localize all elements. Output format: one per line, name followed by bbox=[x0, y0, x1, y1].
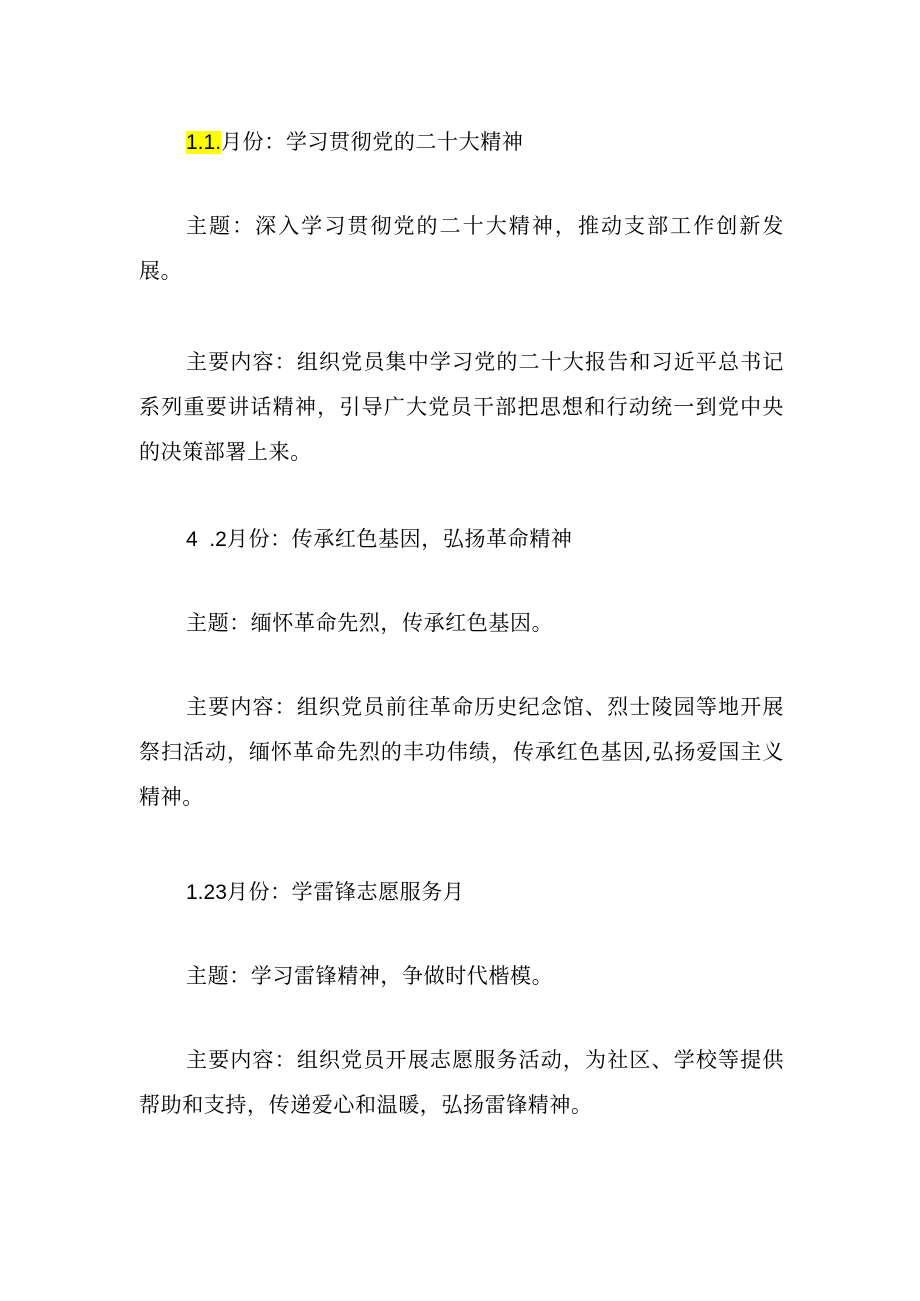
section-2-heading bbox=[186, 517, 786, 562]
section-1-heading bbox=[186, 120, 786, 165]
section-2-theme: 主题：缅怀革命先烈，传承红色基因。 bbox=[186, 611, 554, 635]
section-3-number: 1.23 bbox=[186, 881, 227, 904]
section-2-number: 4 .2 bbox=[186, 528, 227, 551]
section-3-title: 月份：学雷锋志愿服务月 bbox=[226, 880, 465, 904]
section-1-title: 月份：学习贯彻党的二十大精神 bbox=[221, 130, 524, 154]
section-3-content: 主要内容：组织党员开展志愿服务活动，为社区、学校等提供帮助和支持，传递爱心和温暖，弘扬雷锋精神。 bbox=[139, 1048, 784, 1117]
section-3-heading bbox=[186, 870, 786, 915]
section-1-theme: 主题：深入学习贯彻党的二十大精神，推动支部工作创新发展。 bbox=[139, 214, 784, 283]
section-3-theme: 主题：学习雷锋精神，争做时代楷模。 bbox=[186, 964, 554, 988]
section-2-title: 月份：传承红色基因，弘扬革命精神 bbox=[226, 527, 573, 551]
section-1-number: 1.1. bbox=[186, 131, 222, 154]
section-2-content: 主要内容：组织党员前往革命历史纪念馆、烈士陵园等地开展祭扫活动，缅怀革命先烈的丰功伟绩，传承红色基因,弘扬爱国主义精神。 bbox=[139, 695, 784, 809]
section-1-content: 主要内容：组织党员集中学习党的二十大报告和习近平总书记系列重要讲话精神，引导广大党员干部把思想和行动统一到党中央的决策部署上来。 bbox=[139, 350, 784, 464]
